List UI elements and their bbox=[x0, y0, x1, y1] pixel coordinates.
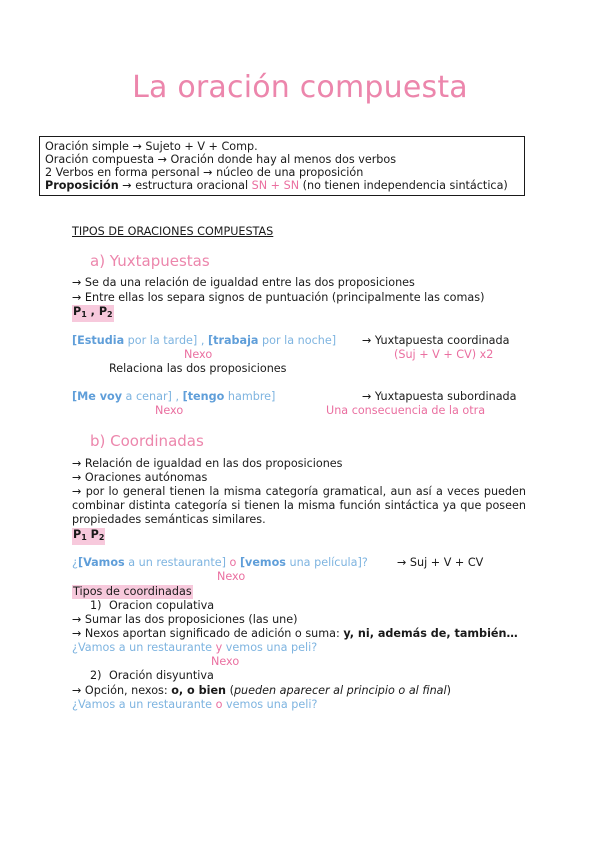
coord-propositions-label bbox=[72, 528, 105, 545]
copulativa-ex-y: y bbox=[215, 641, 223, 654]
copulativa-ex-a: ¿Vamos a un restaurante bbox=[72, 641, 216, 654]
coord-p1-sub: 1 bbox=[81, 533, 87, 542]
ex1-verb-1: [Estudia bbox=[72, 334, 125, 347]
coord-ex-verb-2: [vemos bbox=[239, 556, 286, 569]
definition-compound: Oración compuesta → Oración donde hay al menos dos verbos bbox=[45, 153, 397, 166]
p2-label: , P bbox=[86, 305, 108, 318]
coord-ex-formula: → Suj + V + CV bbox=[397, 556, 484, 569]
coord-ex-open: ¿ bbox=[72, 556, 78, 569]
p2-sub: 2 bbox=[107, 310, 113, 319]
copulativa-bullet-1: → Sumar las dos proposiciones (las une) bbox=[72, 613, 298, 626]
disyuntiva-example bbox=[72, 698, 317, 712]
ex1-verb-2: [trabaja bbox=[207, 334, 259, 347]
ex1-formula: (Suj + V + CV) x2 bbox=[394, 348, 494, 361]
coord-bullet-3: → por lo general tienen la misma categoría gramatical, aun así a veces pueden combinar distinta categoría si tienen la misma función sintáctica ya que poseen propiedades semánticas similares. bbox=[72, 485, 526, 526]
coord-ex-text-2: una película]? bbox=[285, 556, 368, 569]
disyuntiva-ex-b: vemos una peli? bbox=[222, 698, 318, 711]
ex2-verb-1: [Me voy bbox=[72, 390, 122, 403]
definition-verbs: 2 Verbos en forma personal → núcleo de una proposición bbox=[45, 166, 364, 179]
ex2-text-1: a cenar] bbox=[122, 390, 172, 403]
p1-label: P bbox=[73, 305, 82, 318]
coord-ex-nexo: Nexo bbox=[217, 570, 246, 583]
coord-example bbox=[72, 556, 368, 570]
disyuntiva-ex-o: o bbox=[215, 698, 223, 711]
ex2-nexo: Nexo bbox=[155, 404, 184, 417]
ex2-verb-2: [tengo bbox=[182, 390, 225, 403]
p1-sub: 1 bbox=[81, 310, 87, 319]
ex1-note: Relaciona las dos proposiciones bbox=[109, 362, 287, 375]
coord-p2-label: P bbox=[86, 528, 99, 541]
coord-bullet-1: → Relación de igualdad en las dos proposiciones bbox=[72, 457, 343, 470]
coord-ex-nexo-o: o bbox=[225, 556, 240, 569]
yuxtapuestas-heading: a) Yuxtapuestas bbox=[90, 252, 210, 270]
coord-bullet-2: → Oraciones autónomas bbox=[72, 471, 208, 484]
copulativa-ex-b: vemos una peli? bbox=[222, 641, 318, 654]
definitions-box bbox=[39, 136, 525, 196]
yuxta-example-1 bbox=[72, 334, 336, 348]
coord-p2-sub: 2 bbox=[98, 533, 105, 542]
ex2-note: Una consecuencia de la otra bbox=[326, 404, 486, 417]
disyuntiva-bullet-a: → Opción, nexos: bbox=[72, 684, 172, 697]
section-heading: TIPOS DE ORACIONES COMPUESTAS bbox=[72, 225, 274, 238]
ex2-type: → Yuxtapuesta subordinada bbox=[362, 390, 517, 403]
disyuntiva-ex-a: ¿Vamos a un restaurante bbox=[72, 698, 216, 711]
coord-p1-label: P bbox=[73, 528, 82, 541]
copulativa-label: Oracion copulativa bbox=[109, 599, 215, 612]
proposition-text-b: (no tienen independencia sintáctica) bbox=[299, 179, 508, 192]
disyuntiva-paren-open: ( bbox=[226, 684, 234, 697]
proposition-term: Proposición bbox=[45, 179, 119, 192]
ex1-type: → Yuxtapuesta coordinada bbox=[362, 334, 510, 347]
coordinadas-heading: b) Coordinadas bbox=[90, 432, 204, 450]
yuxta-bullet-2: → Entre ellas los separa signos de puntuación (principalmente las comas) bbox=[72, 291, 485, 304]
proposition-text-a: → estructura oracional bbox=[118, 179, 252, 192]
disyuntiva-bullet bbox=[72, 684, 451, 698]
copulativa-num: 1) bbox=[90, 599, 102, 612]
disyuntiva-nexos: o, o bien bbox=[171, 684, 227, 697]
coord-ex-verb-1: [Vamos bbox=[77, 556, 125, 569]
disyuntiva-label: Oración disyuntiva bbox=[109, 669, 214, 682]
types-heading: Tipos de coordinadas bbox=[73, 585, 192, 598]
ex1-sep: , bbox=[197, 334, 208, 347]
page-title: La oración compuesta bbox=[132, 70, 468, 105]
disyuntiva-num: 2) bbox=[90, 669, 102, 682]
copulativa-bullet-2 bbox=[72, 627, 518, 641]
definition-proposition bbox=[45, 179, 508, 192]
copulativa-nexos: y, ni, además de, también… bbox=[343, 627, 518, 640]
yuxta-example-2 bbox=[72, 390, 275, 404]
proposition-formula: SN + SN bbox=[251, 179, 300, 192]
disyuntiva-note: pueden aparecer al principio o al final bbox=[233, 684, 447, 697]
copulativa-example bbox=[72, 641, 317, 655]
ex2-text-2: hambre] bbox=[224, 390, 276, 403]
ex1-text-2: por la noche] bbox=[258, 334, 337, 347]
definition-simple: Oración simple → Sujeto + V + Comp. bbox=[45, 140, 258, 153]
ex1-text-1: por la tarde] bbox=[124, 334, 198, 347]
disyuntiva-paren-close: ) bbox=[446, 684, 451, 697]
copulativa-bullet-2-text: → Nexos aportan significado de adición o suma: bbox=[72, 627, 344, 640]
ex1-nexo: Nexo bbox=[184, 348, 213, 361]
coord-ex-text-1: a un restaurante] bbox=[124, 556, 226, 569]
yuxta-propositions-label bbox=[72, 305, 114, 322]
ex2-sep: , bbox=[171, 390, 183, 403]
yuxta-bullet-1: → Se da una relación de igualdad entre las dos proposiciones bbox=[72, 276, 415, 289]
copulativa-nexo: Nexo bbox=[211, 655, 240, 668]
